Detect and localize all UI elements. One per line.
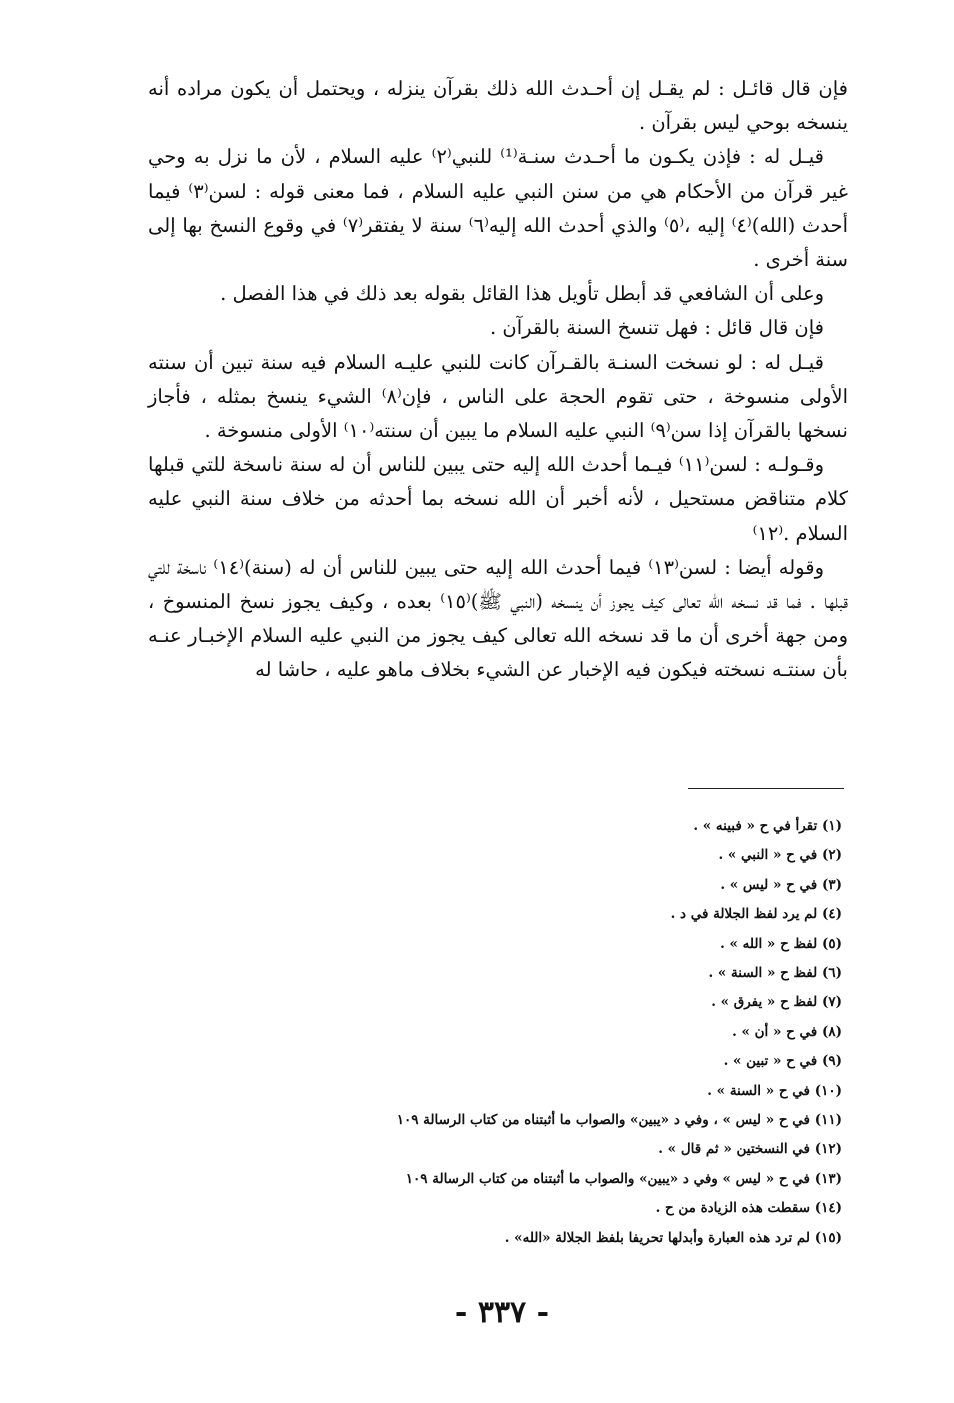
paragraph: وقـولـه : لسن⁽١١⁾ فيـما أحدث الله إليه حتى يبين للناس أن له سنة ناسخة للتي قبلها كلام متناقض مستحيل ، لأنه أخبر أن الله نسخه بما أحدثه من خلاف سنة النبي عليه السلام .⁽١٢⁾ — [148, 453, 848, 545]
footnote: (١٢) في النسختين « ثم قال » . — [658, 1141, 842, 1158]
footnote: (١٣) في ح « ليس » وفي د «يبين» والصواب ما أثبتناه من كتاب الرسالة ١٠٩ — [405, 1170, 842, 1187]
paragraph: فإن قال قائل : فهل تنسخ السنة بالقرآن . — [490, 316, 824, 340]
footnote: (٦) لفظ ح « السنة » . — [708, 965, 842, 982]
footnote: (٢) في ح « النبي » . — [718, 847, 842, 864]
footnote: (٤) لم يرد لفظ الجلالة في د . — [670, 906, 842, 923]
footnotes — [180, 812, 842, 1253]
paragraph: وقوله أيضا : لسن⁽١٣⁾ فيما أحدث الله إليه حتى يبين للناس أن له (سنة)⁽١٤⁾ ناسخة للتي قبلها . فما قد نسخه الله تعالى كيف يجوز أن ينسخه (النبي ﷺ)⁽١٥⁾ بعده ، وكيف يجوز نسخ المنسوخ ، ومن جهة أخرى أن ما قد نسخه الله تعالى كيف يجوز من النبي عليه السلام الإخبـار عنـه بأن سنتـه نسخته فيكون فيه الإخبار عن الشيء بخلاف ماهو عليه ، حاشا له — [148, 555, 848, 682]
paragraph: قيـل له : لو نسخت السنـة بالقـرآن كانت للنبي عليـه السلام فيه سنة تبين أن سنته الأولى منسوخة ، حتى تقوم الحجة على الناس ، فإن⁽٨⁾ الشيء ينسخ بمثله ، فأجاز نسخها بالقرآن إذا سن⁽٩⁾ النبي عليه السلام ما يبين أن سنته⁽١٠⁾ الأولى منسوخة . — [148, 350, 849, 443]
footnote: (١) تقرأ في ح « فبينه » . — [693, 818, 842, 834]
main-text — [148, 72, 848, 688]
footnote: (١١) في ح « ليس » ، وفي د «يبين» والصواب ما أثبتناه من كتاب الرسالة ١٠٩ — [396, 1112, 842, 1129]
footnote: (١٠) في ح « السنة » . — [707, 1082, 842, 1099]
footnote: (٧) لفظ ح « يفرق » . — [711, 994, 842, 1011]
footnote: (٩) في ح « تبين » . — [723, 1053, 842, 1070]
footnote: (٨) في ح « أن » . — [732, 1023, 842, 1040]
page-number: - ٣٣٧ - — [454, 1295, 550, 1330]
paragraph: قيـل له : فإذن يكـون ما أحـدث سنـة⁽¹⁾ للنبي⁽٢⁾ عليه السلام ، لأن ما نزل به وحي غير قرآن من الأحكام هي من سنن النبي عليه السلام ، فما معنى قوله : لسن⁽٣⁾ فيما أحدث (الله)⁽٤⁾ إليه ،⁽٥⁾ والذي أحدث الله إليه⁽٦⁾ سنة لا يفتقر⁽٧⁾ في وقوع النسخ بها إلى سنة أخرى . — [148, 145, 848, 272]
footnote: (١٤) سقطت هذه الزيادة من ح . — [655, 1200, 842, 1217]
footnote: (٣) في ح « ليس » . — [720, 876, 842, 893]
footnote: (١٥) لم ترد هذه العبارة وأبدلها تحريفا بلفظ الجلالة «الله» . — [504, 1229, 842, 1246]
footnote: (٥) لفظ ح « الله » . — [720, 935, 842, 952]
footnote-divider — [688, 788, 844, 789]
paragraph: فإن قال قائـل : لم يقـل إن أحـدث الله ذلك بقرآن ينزله ، ويحتمل أن يكون مراده أنه ينسخه بوحي ليس بقرآن . — [148, 77, 848, 135]
paragraph: وعلى أن الشافعي قد أبطل تأويل هذا القائل بقوله بعد ذلك في هذا الفصل . — [220, 282, 824, 306]
